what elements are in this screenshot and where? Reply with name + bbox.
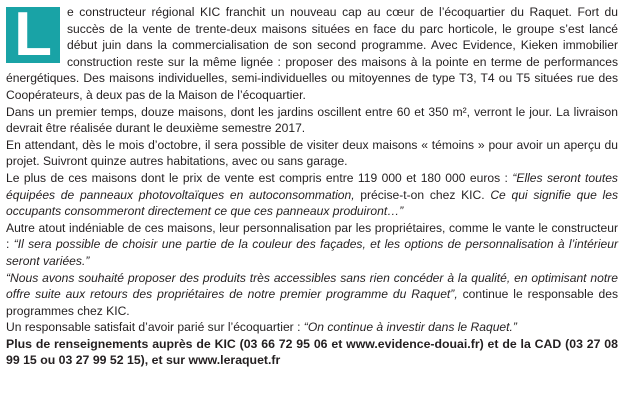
contact-info [6, 336, 618, 369]
conclusion-text: Un responsable satisfait d’avoir parié sur l’écoquartier : [6, 320, 304, 335]
quote-invest: “On continue à investir dans le Raquet.” [303, 320, 517, 335]
price-text: Le plus de ces maisons dont le prix de vente est compris entre 119 000 et 180 000 euros : [6, 170, 513, 185]
contact-text: Plus de renseignements auprès de KIC (03 66 72 95 06 et www.evidence-douai.fr) et de la CAD (03 27 08 99 15 ou 03 27 99 52 15), et sur www.leraquet.fr [6, 336, 618, 368]
quote-solar: “Elles seront toutes équipées de panneaux photovoltaïques en autoconsommation, [6, 170, 618, 202]
paragraph-timeline [6, 104, 618, 137]
quote-personalisation: “Il sera possible de choisir une partie de la couleur des façades, et les options de personnalisation à l’intérieur seront variées.” [6, 237, 618, 268]
article-body [6, 0, 619, 369]
quote-quality: “Nous avons souhaité proposer des produits très accessibles sans rien concéder à la qualité, en optimisant notre offre suite aux retours des propriétaires de notre premier programme du Raquet”, [6, 270, 618, 302]
paragraph-visits-text: En attendant, dès le mois d’octobre, il sera possible de visiter deux maisons « témoins » pour avoir un aperçu du projet. Suivront quinze autres habitations, avec ou sans garage. [6, 137, 618, 169]
paragraph-timeline-text: Dans un premier temps, douze maisons, dont les jardins oscillent entre 60 et 350 m², verront le jour. La livraison devrait être réalisée durant le deuxième semestre 2017. [6, 104, 618, 136]
drop-cap: L [6, 7, 60, 63]
paragraph-personalisation [6, 220, 618, 270]
paragraph-price [6, 170, 618, 220]
paragraph-intro-text: e constructeur régional KIC franchit un nouveau cap au cœur de l’écoquartier du Raquet. Fort du succès de la vente de trente-deux maisons situées en face du parc horticole, le groupe s’est lancé début juin dans la commercialisation de son second programme. Avec Evidence, Kieken immobilier construction reste sur la même lignée : proposer des maisons à la pointe en terme de performances énergétiques. Des maisons individuelles, semi-individuelles ou mitoyennes de type T3, T4 ou T5 situées rue des Coopérateurs, à deux pas de la Maison de l’écoquartier. [6, 5, 618, 102]
quote-consumption: Ce qui signifie que les occupants consommeront directement ce que ces panneaux produiront…” [6, 187, 619, 219]
paragraph-visits [6, 137, 618, 170]
personalisation-text: Autre atout indéniable de ces maisons, leur personnalisation par les propriétaires, comme le vante le constructeur : [6, 220, 618, 252]
paragraph-conclusion [6, 319, 618, 336]
paragraph-intro [6, 4, 618, 104]
attribution-kic: précise-t-on chez KIC. [354, 187, 491, 202]
paragraph-quality [6, 270, 618, 320]
attribution-manager: continue le responsable des programmes chez KIC. [6, 287, 618, 318]
